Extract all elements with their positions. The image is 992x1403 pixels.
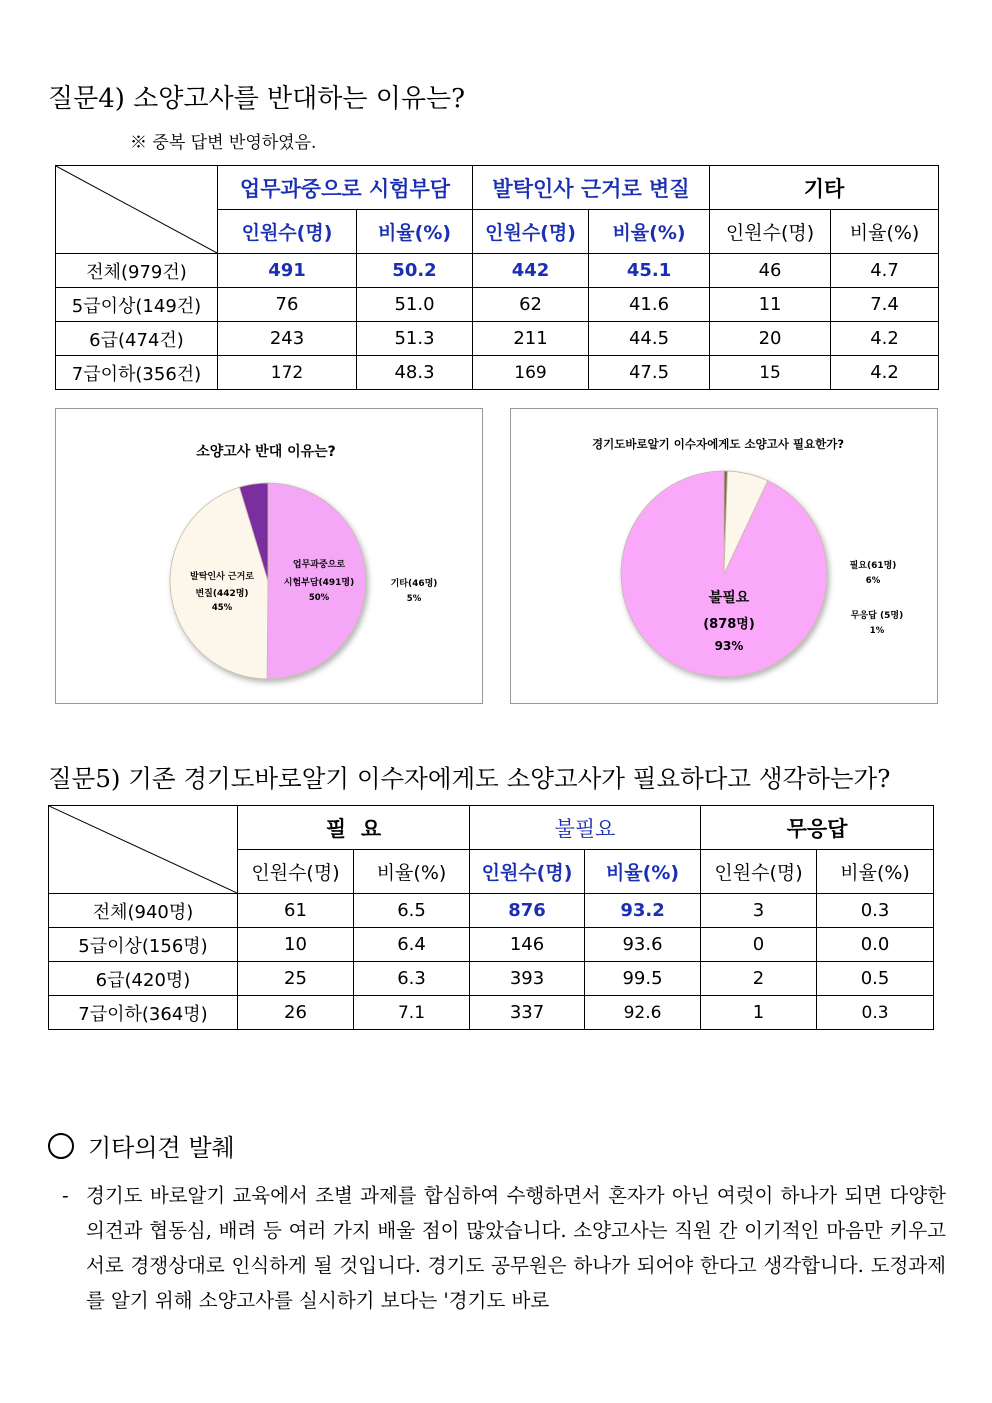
cell: 4.2 xyxy=(831,356,939,390)
cell: 47.5 xyxy=(589,356,710,390)
q4-sub-header: 비율(%) xyxy=(831,210,939,254)
cell: 92.6 xyxy=(585,996,701,1030)
q5-table xyxy=(48,805,934,1030)
cell: 2 xyxy=(701,962,817,996)
q5-group-header: 필 요 xyxy=(238,806,470,850)
q4-sub-header: 인원수(명) xyxy=(218,210,357,254)
cell: 46 xyxy=(710,254,831,288)
q4-group-header: 기타 xyxy=(710,166,939,210)
cell: 45.1 xyxy=(589,254,710,288)
opinion-text: 경기도 바로알기 교육에서 조별 과제를 합심하여 수행하면서 혼자가 아닌 여럿이 하나가 되면 다양한 의견과 협동심, 배려 등 여러 가지 배울 점이 많았습니다. 소양고사는 직원 간 이기적인 마음만 키우고 서로 경쟁상대로 인식하게 될 것입니다. 경기도 공무원은 하나가 되어야 한다고 생각합니다. 도정과제를 알기 위해 소양고사를 실시하기 보다는 '경기도 바로 xyxy=(86,1184,946,1312)
cell: 10 xyxy=(238,928,354,962)
cell: 0.3 xyxy=(817,894,934,928)
q4-sub-header: 인원수(명) xyxy=(710,210,831,254)
chart2-pct-3: 1% xyxy=(869,626,885,636)
table-row xyxy=(56,322,939,356)
chart1-pct-2: 45% xyxy=(211,603,233,613)
cell: 442 xyxy=(473,254,589,288)
row-label: 5급이상(149건) xyxy=(56,288,218,322)
chart2-count-1: (878명) xyxy=(703,617,755,632)
cell: 3 xyxy=(701,894,817,928)
pie-chart-need xyxy=(510,408,938,704)
cell: 4.2 xyxy=(831,322,939,356)
q5-title: 질문5) 기존 경기도바로알기 이수자에게도 소양고사가 필요하다고 생각하는가? xyxy=(48,764,891,793)
chart2-label-3: 무응답 (5명) xyxy=(850,611,904,621)
cell: 393 xyxy=(470,962,585,996)
cell: 6.4 xyxy=(354,928,470,962)
cell: 6.5 xyxy=(354,894,470,928)
cell: 0.5 xyxy=(817,962,934,996)
q4-title: 질문4) 소양고사를 반대하는 이유는? xyxy=(48,84,466,114)
cell: 4.7 xyxy=(831,254,939,288)
cell: 146 xyxy=(470,928,585,962)
q5-header-corner xyxy=(49,806,238,894)
chart1-label-2b: 변질(442명) xyxy=(195,589,249,599)
q4-note: ※ 중복 답변 반영하였음. xyxy=(130,133,317,153)
cell: 7.1 xyxy=(354,996,470,1030)
chart2-pct-1: 93% xyxy=(714,639,744,653)
cell: 26 xyxy=(238,996,354,1030)
cell: 48.3 xyxy=(357,356,473,390)
row-label: 5급이상(156명) xyxy=(49,928,238,962)
q4-table xyxy=(55,165,939,390)
table-row xyxy=(49,928,934,962)
q4-sub-header: 비율(%) xyxy=(357,210,473,254)
cell: 51.3 xyxy=(357,322,473,356)
q4-header-corner xyxy=(56,166,218,254)
q5-sub-header: 비율(%) xyxy=(354,850,470,894)
chart2-label-2: 필요(61명) xyxy=(849,561,897,571)
q5-sub-header: 인원수(명) xyxy=(701,850,817,894)
cell: 61 xyxy=(238,894,354,928)
cell: 76 xyxy=(218,288,357,322)
chart2-label-1: 불필요 xyxy=(708,590,750,606)
q5-group-header: 무응답 xyxy=(701,806,934,850)
q4-group-header: 업무과중으로 시험부담 xyxy=(218,166,473,210)
q5-group-header: 불필요 xyxy=(470,806,701,850)
cell: 0.3 xyxy=(817,996,934,1030)
q5-sub-header: 인원수(명) xyxy=(238,850,354,894)
cell: 876 xyxy=(470,894,585,928)
pie-chart-reasons xyxy=(55,408,483,704)
cell: 7.4 xyxy=(831,288,939,322)
q5-sub-header: 인원수(명) xyxy=(470,850,585,894)
cell: 51.0 xyxy=(357,288,473,322)
row-label: 7급이하(356건) xyxy=(56,356,218,390)
row-label: 전체(940명) xyxy=(49,894,238,928)
svg-text:업무과중으로 xyxy=(293,558,345,570)
cell: 41.6 xyxy=(589,288,710,322)
chart1-title: 소양고사 반대 이유는? xyxy=(196,444,336,460)
cell: 62 xyxy=(473,288,589,322)
cell: 172 xyxy=(218,356,357,390)
table-row xyxy=(56,356,939,390)
chart1-label-1a: 업무과중으로 xyxy=(292,560,346,570)
cell: 169 xyxy=(473,356,589,390)
q4-group-header: 발탁인사 근거로 변질 xyxy=(473,166,710,210)
row-label: 전체(979건) xyxy=(56,254,218,288)
chart2-pct-2: 6% xyxy=(865,576,881,586)
chart1-pct-1: 50% xyxy=(308,593,330,603)
cell: 0 xyxy=(701,928,817,962)
cell: 1 xyxy=(701,996,817,1030)
row-label: 6급(474건) xyxy=(56,322,218,356)
chart1-pct-3: 5% xyxy=(406,594,422,604)
dash-bullet: - xyxy=(62,1184,69,1207)
circle-bullet-icon xyxy=(48,1133,74,1159)
cell: 25 xyxy=(238,962,354,996)
table-row xyxy=(49,996,934,1030)
cell: 0.0 xyxy=(817,928,934,962)
chart1-label-2a: 발탁인사 근거로 xyxy=(190,572,254,582)
cell: 50.2 xyxy=(357,254,473,288)
table-row xyxy=(56,254,939,288)
cell: 243 xyxy=(218,322,357,356)
cell: 15 xyxy=(710,356,831,390)
q5-sub-header: 비율(%) xyxy=(585,850,701,894)
q4-sub-header: 인원수(명) xyxy=(473,210,589,254)
table-row xyxy=(49,962,934,996)
cell: 211 xyxy=(473,322,589,356)
chart1-label-3: 기타(46명) xyxy=(390,579,438,589)
chart1-label-1b: 시험부담(491명) xyxy=(283,578,355,588)
opinion-paragraph xyxy=(62,1178,946,1318)
cell: 93.2 xyxy=(585,894,701,928)
cell: 6.3 xyxy=(354,962,470,996)
cell: 491 xyxy=(218,254,357,288)
cell: 20 xyxy=(710,322,831,356)
table-row xyxy=(49,894,934,928)
row-label: 7급이하(364명) xyxy=(49,996,238,1030)
cell: 11 xyxy=(710,288,831,322)
q5-sub-header: 비율(%) xyxy=(817,850,934,894)
chart2-title: 경기도바로알기 이수자에게도 소양고사 필요한가? xyxy=(592,437,844,451)
cell: 337 xyxy=(470,996,585,1030)
cell: 93.6 xyxy=(585,928,701,962)
cell: 44.5 xyxy=(589,322,710,356)
q4-sub-header: 비율(%) xyxy=(589,210,710,254)
opinions-title: 기타의견 발췌 xyxy=(88,1134,235,1162)
table-row xyxy=(56,288,939,322)
opinions-heading xyxy=(48,1128,235,1163)
cell: 99.5 xyxy=(585,962,701,996)
row-label: 6급(420명) xyxy=(49,962,238,996)
